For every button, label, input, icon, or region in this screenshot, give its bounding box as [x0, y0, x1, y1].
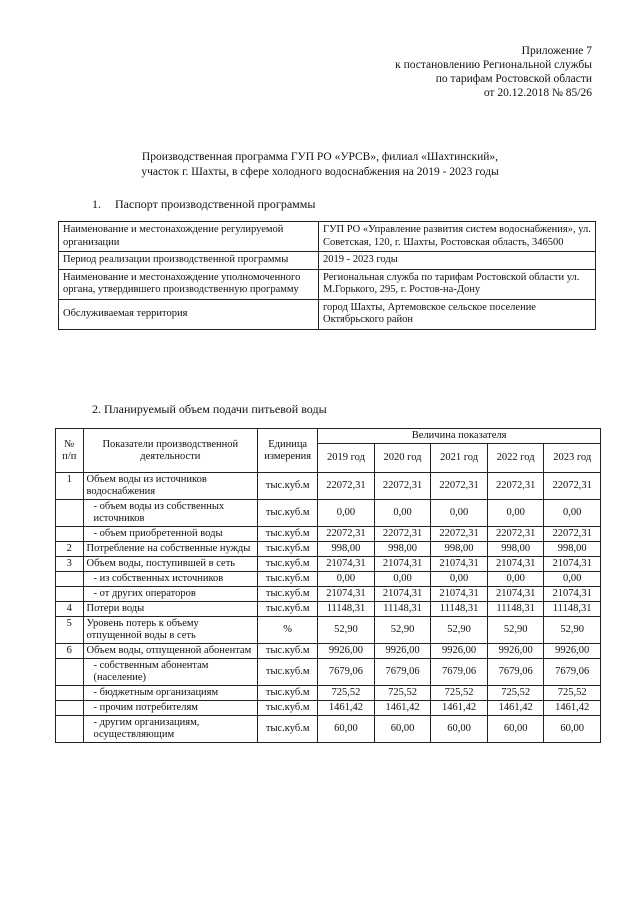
row-number: 1 [56, 473, 84, 500]
unit-cell: тыс.куб.м [258, 557, 318, 572]
unit-cell: тыс.куб.м [258, 542, 318, 557]
value-cell: 7679,06 [487, 659, 544, 686]
appendix-line: к постановлению Региональной службы [395, 59, 592, 71]
indicator-name: Потребление на собственные нужды [83, 542, 258, 557]
passport-row [59, 299, 596, 329]
passport-row [59, 252, 596, 270]
table-row [56, 500, 601, 527]
section-number: 1. [92, 197, 101, 211]
value-cell: 11148,31 [431, 602, 488, 617]
value-cell: 22072,31 [374, 527, 431, 542]
indicator-name: Объем воды, отпущенной абонентам [83, 644, 258, 659]
value-cell: 998,00 [318, 542, 375, 557]
passport-value: 2019 - 2023 годы [319, 252, 596, 270]
value-cell: 22072,31 [487, 473, 544, 500]
row-number: 4 [56, 602, 84, 617]
row-number [56, 500, 84, 527]
row-number [56, 686, 84, 701]
value-cell: 21074,31 [431, 557, 488, 572]
indicator-name: Объем воды из источников водоснабжения [83, 473, 258, 500]
unit-cell: тыс.куб.м [258, 587, 318, 602]
unit-cell: тыс.куб.м [258, 572, 318, 587]
value-cell: 52,90 [544, 617, 601, 644]
passport-row [59, 269, 596, 299]
header-year: 2020 год [374, 444, 431, 473]
table-row [56, 473, 601, 500]
value-cell: 21074,31 [374, 557, 431, 572]
value-cell: 9926,00 [487, 644, 544, 659]
value-cell: 11148,31 [487, 602, 544, 617]
row-number: 6 [56, 644, 84, 659]
indicator-name: - собственным абонентам (население) [83, 659, 258, 686]
indicator-name: Потери воды [83, 602, 258, 617]
value-cell: 725,52 [487, 686, 544, 701]
appendix-line: Приложение 7 [521, 45, 592, 57]
row-number [56, 527, 84, 542]
row-number: 2 [56, 542, 84, 557]
header-num: № п/п [56, 429, 84, 473]
header-year: 2021 год [431, 444, 488, 473]
table-row [56, 644, 601, 659]
value-cell: 0,00 [431, 572, 488, 587]
value-cell: 9926,00 [544, 644, 601, 659]
row-number [56, 659, 84, 686]
value-cell: 725,52 [318, 686, 375, 701]
table-row [56, 572, 601, 587]
value-cell: 0,00 [318, 572, 375, 587]
indicator-name: - объем воды из собственных источников [83, 500, 258, 527]
unit-cell: тыс.куб.м [258, 644, 318, 659]
value-cell: 60,00 [318, 716, 375, 743]
value-cell: 0,00 [544, 500, 601, 527]
indicator-name: Уровень потерь к объему отпущенной воды в сеть [83, 617, 258, 644]
value-cell: 9926,00 [431, 644, 488, 659]
value-cell: 60,00 [487, 716, 544, 743]
appendix-line: от 20.12.2018 № 85/26 [483, 87, 592, 99]
value-cell: 7679,06 [318, 659, 375, 686]
value-cell: 1461,42 [431, 701, 488, 716]
value-cell: 11148,31 [374, 602, 431, 617]
value-cell: 22072,31 [544, 473, 601, 500]
unit-cell: тыс.куб.м [258, 473, 318, 500]
unit-cell: тыс.куб.м [258, 701, 318, 716]
section-1-heading [92, 197, 315, 212]
passport-label: Обслуживаемая территория [59, 299, 319, 329]
header-value-group: Величина показателя [318, 429, 601, 444]
value-cell: 22072,31 [374, 473, 431, 500]
water-volume-table [55, 428, 601, 743]
indicator-name: - бюджетным организациям [83, 686, 258, 701]
value-cell: 1461,42 [374, 701, 431, 716]
value-cell: 52,90 [374, 617, 431, 644]
header-indicator: Показатели производственной деятельности [83, 429, 258, 473]
value-cell: 22072,31 [431, 527, 488, 542]
value-cell: 21074,31 [374, 587, 431, 602]
value-cell: 725,52 [544, 686, 601, 701]
passport-label: Период реализации производственной программы [59, 252, 319, 270]
value-cell: 1461,42 [487, 701, 544, 716]
value-cell: 21074,31 [487, 587, 544, 602]
value-cell: 21074,31 [487, 557, 544, 572]
value-cell: 0,00 [374, 500, 431, 527]
value-cell: 9926,00 [318, 644, 375, 659]
table-row [56, 587, 601, 602]
row-number: 3 [56, 557, 84, 572]
row-number: 5 [56, 617, 84, 644]
indicator-name: - прочим потребителям [83, 701, 258, 716]
table-row [56, 686, 601, 701]
unit-cell: тыс.куб.м [258, 686, 318, 701]
value-cell: 725,52 [431, 686, 488, 701]
header-year: 2019 год [318, 444, 375, 473]
header-year: 2022 год [487, 444, 544, 473]
value-cell: 22072,31 [318, 527, 375, 542]
section-2-heading: 2. Планируемый объем подачи питьевой воды [92, 402, 327, 416]
value-cell: 22072,31 [318, 473, 375, 500]
value-cell: 9926,00 [374, 644, 431, 659]
value-cell: 0,00 [544, 572, 601, 587]
unit-cell: тыс.куб.м [258, 659, 318, 686]
table-row [56, 542, 601, 557]
value-cell: 998,00 [374, 542, 431, 557]
value-cell: 22072,31 [431, 473, 488, 500]
table-row [56, 659, 601, 686]
value-cell: 0,00 [318, 500, 375, 527]
passport-value: Региональная служба по тарифам Ростовской области ул. М.Горького, 295, г. Ростов-на-Дону [319, 269, 596, 299]
value-cell: 52,90 [431, 617, 488, 644]
table-row [56, 701, 601, 716]
row-number [56, 572, 84, 587]
value-cell: 60,00 [431, 716, 488, 743]
unit-cell: тыс.куб.м [258, 527, 318, 542]
header-unit: Единица измерения [258, 429, 318, 473]
row-number [56, 701, 84, 716]
value-cell: 60,00 [544, 716, 601, 743]
passport-row [59, 222, 596, 252]
value-cell: 22072,31 [544, 527, 601, 542]
unit-cell: % [258, 617, 318, 644]
unit-cell: тыс.куб.м [258, 716, 318, 743]
header-year: 2023 год [544, 444, 601, 473]
table-row [56, 527, 601, 542]
value-cell: 1461,42 [544, 701, 601, 716]
table-header-row [56, 429, 601, 444]
unit-cell: тыс.куб.м [258, 500, 318, 527]
passport-value: ГУП РО «Управление развития систем водоснабжения», ул. Советская, 120, г. Шахты, Ростовская область, 346500 [319, 222, 596, 252]
value-cell: 7679,06 [544, 659, 601, 686]
value-cell: 0,00 [487, 572, 544, 587]
value-cell: 998,00 [544, 542, 601, 557]
value-cell: 21074,31 [318, 587, 375, 602]
value-cell: 0,00 [487, 500, 544, 527]
appendix-line: по тарифам Ростовской области [435, 73, 592, 85]
value-cell: 52,90 [487, 617, 544, 644]
passport-table [58, 221, 596, 330]
value-cell: 21074,31 [318, 557, 375, 572]
value-cell: 1461,42 [318, 701, 375, 716]
value-cell: 998,00 [487, 542, 544, 557]
value-cell: 60,00 [374, 716, 431, 743]
passport-value: город Шахты, Артемовское сельское поселение Октябрьского район [319, 299, 596, 329]
passport-label: Наименование и местонахождение регулируемой организации [59, 222, 319, 252]
indicator-name: Объем воды, поступившей в сеть [83, 557, 258, 572]
value-cell: 11148,31 [318, 602, 375, 617]
value-cell: 21074,31 [431, 587, 488, 602]
title-line: Производственная программа ГУП РО «УРСВ», филиал «Шахтинский», [141, 151, 499, 163]
value-cell: 52,90 [318, 617, 375, 644]
value-cell: 0,00 [431, 500, 488, 527]
section-title: Паспорт производственной программы [115, 197, 316, 211]
row-number [56, 587, 84, 602]
unit-cell: тыс.куб.м [258, 602, 318, 617]
value-cell: 21074,31 [544, 587, 601, 602]
value-cell: 725,52 [374, 686, 431, 701]
row-number [56, 716, 84, 743]
table-row [56, 557, 601, 572]
value-cell: 7679,06 [374, 659, 431, 686]
value-cell: 21074,31 [544, 557, 601, 572]
table-row [56, 716, 601, 743]
value-cell: 22072,31 [487, 527, 544, 542]
indicator-name: - объем приобретенной воды [83, 527, 258, 542]
table-row [56, 617, 601, 644]
passport-label: Наименование и местонахождение уполномоченного органа, утвердившего производственную программу [59, 269, 319, 299]
indicator-name: - другим организациям, осуществляющим [83, 716, 258, 743]
value-cell: 11148,31 [544, 602, 601, 617]
appendix-header [292, 44, 592, 100]
indicator-name: - из собственных источников [83, 572, 258, 587]
value-cell: 998,00 [431, 542, 488, 557]
document-title [0, 150, 640, 180]
value-cell: 0,00 [374, 572, 431, 587]
table-row [56, 602, 601, 617]
indicator-name: - от других операторов [83, 587, 258, 602]
value-cell: 7679,06 [431, 659, 488, 686]
title-line: участок г. Шахты, в сфере холодного водоснабжения на 2019 - 2023 годы [141, 166, 499, 178]
